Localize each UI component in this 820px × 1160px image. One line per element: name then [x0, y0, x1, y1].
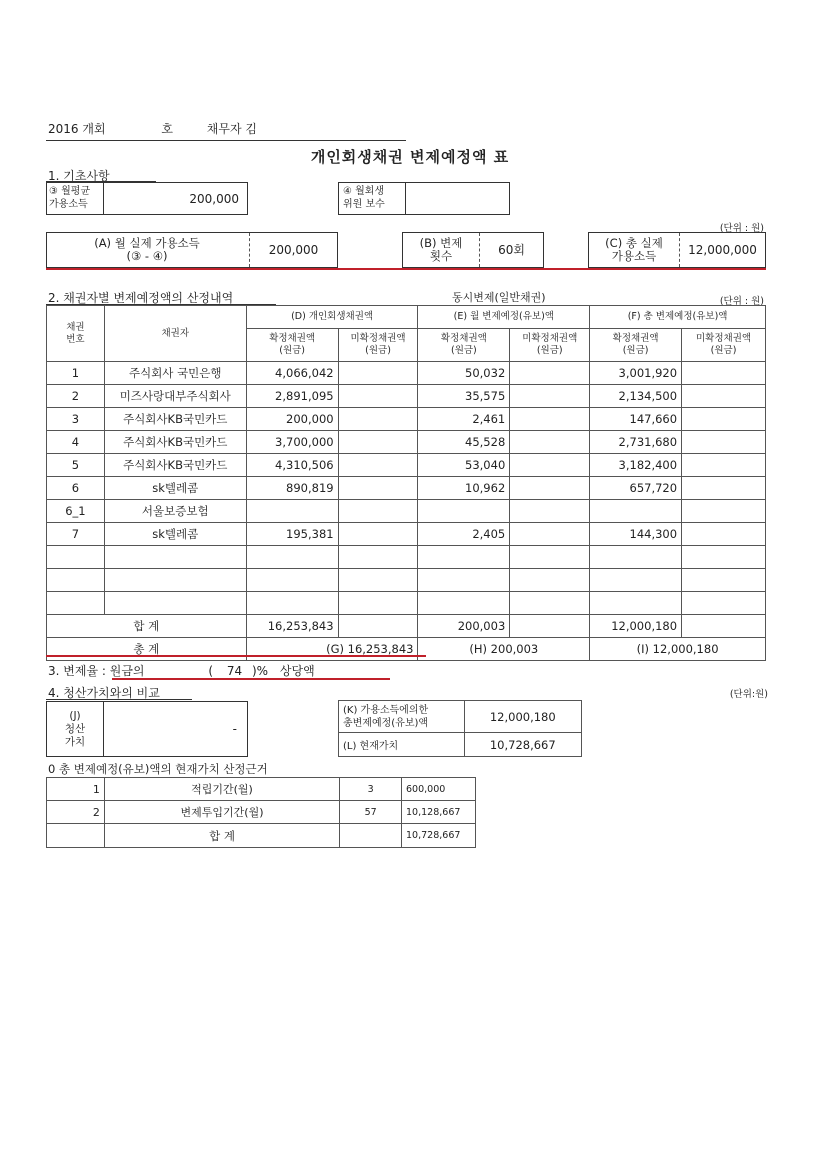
row-d-confirmed: 195,381	[246, 523, 338, 546]
a-income-box	[46, 232, 338, 268]
row-e-unconfirmed	[510, 592, 590, 615]
b-count-value: 60회	[498, 242, 525, 257]
row-f-confirmed	[590, 546, 682, 569]
row-e-confirmed	[418, 546, 510, 569]
table-row	[47, 546, 766, 569]
row-no: 7	[47, 523, 105, 546]
repayment-rate	[48, 662, 315, 679]
row-no	[47, 546, 105, 569]
j-value: -	[232, 722, 237, 736]
section2-mode: 동시변제(일반채권)	[452, 291, 546, 304]
row-f-confirmed: 2,731,680	[590, 431, 682, 454]
row-f-unconfirmed	[682, 362, 766, 385]
pv-row-label: 적립기간(월)	[104, 778, 339, 801]
row-e-unconfirmed	[510, 546, 590, 569]
sub-unconfirmed-d: 미확정채권액 (원금)	[338, 329, 418, 362]
pv-row-no: 2	[47, 801, 105, 824]
list-item	[47, 778, 476, 801]
pv-row-label: 변제투입기간(월)	[104, 801, 339, 824]
row-f-confirmed: 657,720	[590, 477, 682, 500]
row-d-confirmed: 890,819	[246, 477, 338, 500]
row-d-confirmed	[246, 569, 338, 592]
sum-f: 12,000,180	[590, 615, 682, 638]
row-f-unconfirmed	[682, 385, 766, 408]
row-f-confirmed: 2,134,500	[590, 385, 682, 408]
row-creditor: sk텔레콤	[104, 523, 246, 546]
row-e-confirmed	[418, 569, 510, 592]
row-f-unconfirmed	[682, 500, 766, 523]
j-label: (J) 청산 가치	[64, 709, 86, 748]
row-f-unconfirmed	[682, 523, 766, 546]
pv-sum-label: 합 계	[104, 824, 339, 848]
sub-unconfirmed-f: 미확정채권액 (원금)	[682, 329, 766, 362]
creditor-rows	[47, 362, 766, 615]
table-row	[47, 477, 766, 500]
table-row	[47, 592, 766, 615]
pv-row-value: 10,128,667	[402, 801, 476, 824]
k-value: 12,000,180	[464, 701, 581, 733]
section4-unit: (단위:원)	[729, 689, 768, 700]
row-d-unconfirmed	[338, 454, 418, 477]
rate-principal: 원금의	[109, 664, 145, 678]
row-e-confirmed: 2,405	[418, 523, 510, 546]
section2-heading: 2. 채권자별 변제예정액의 산정내역	[48, 291, 234, 305]
row-d-unconfirmed	[338, 569, 418, 592]
col-d-header: (D) 개인회생채권액	[246, 306, 418, 329]
sum-d: 16,253,843	[246, 615, 338, 638]
total-i: (I) 12,000,180	[590, 638, 766, 661]
row-creditor	[104, 546, 246, 569]
row-f-confirmed: 3,182,400	[590, 454, 682, 477]
sum-label: 합 계	[47, 615, 247, 638]
pv-rows	[47, 778, 476, 824]
row-no: 4	[47, 431, 105, 454]
table-row	[47, 454, 766, 477]
list-item	[47, 801, 476, 824]
table-row	[47, 431, 766, 454]
col-no-header: 채권 번호	[47, 306, 105, 362]
row-creditor: sk텔레콤	[104, 477, 246, 500]
row-e-unconfirmed	[510, 385, 590, 408]
total-g: (G) 16,253,843	[246, 638, 418, 661]
sum-e: 200,003	[418, 615, 510, 638]
row-d-unconfirmed	[338, 592, 418, 615]
row-e-unconfirmed	[510, 362, 590, 385]
sub-confirmed-f: 확정채권액 (원금)	[590, 329, 682, 362]
a-income-label: (A) 월 실제 가용소득 (③ - ④)	[94, 236, 200, 263]
row-f-confirmed: 3,001,920	[590, 362, 682, 385]
red-underline-1	[46, 268, 766, 270]
row-d-confirmed: 4,310,506	[246, 454, 338, 477]
row-d-unconfirmed	[338, 385, 418, 408]
row-e-confirmed: 2,461	[418, 408, 510, 431]
row-no: 1	[47, 362, 105, 385]
row-creditor: 서울보증보험	[104, 500, 246, 523]
table-row	[47, 523, 766, 546]
row-d-unconfirmed	[338, 523, 418, 546]
page-title: 개인회생채권 변제예정액 표	[310, 148, 510, 166]
b-count-box	[402, 232, 544, 268]
row-f-unconfirmed	[682, 592, 766, 615]
row-e-confirmed	[418, 500, 510, 523]
rate-close: )%	[251, 664, 269, 678]
row-d-confirmed: 4,066,042	[246, 362, 338, 385]
row-d-confirmed: 200,000	[246, 408, 338, 431]
case-ho: 호	[161, 122, 173, 136]
col-creditor-header: 채권자	[104, 306, 246, 362]
row-f-unconfirmed	[682, 454, 766, 477]
row-d-confirmed: 2,891,095	[246, 385, 338, 408]
section4-heading: 4. 청산가치와의 비교	[48, 686, 160, 700]
row-e-unconfirmed	[510, 569, 590, 592]
row-e-unconfirmed	[510, 431, 590, 454]
col-e-header: (E) 월 변제예정(유보)액	[418, 306, 590, 329]
row-d-unconfirmed	[338, 408, 418, 431]
l-label: (L) 현재가치	[339, 733, 465, 757]
table-row	[47, 500, 766, 523]
k-label: (K) 가용소득에의한 총변제예정(유보)액	[339, 701, 465, 733]
section5-heading: 0 총 변제예정(유보)액의 현재가치 산정근거	[48, 762, 268, 776]
c-total-box	[588, 232, 766, 268]
row-e-confirmed: 45,528	[418, 431, 510, 454]
a-income-value: 200,000	[268, 242, 319, 257]
avg-income-label: ③ 월평균 가용소득	[49, 186, 91, 210]
debtor-name: 채무자 김	[206, 122, 257, 136]
row-no: 5	[47, 454, 105, 477]
case-year: 2016 개회	[48, 122, 106, 136]
row-f-unconfirmed	[682, 408, 766, 431]
row-no	[47, 592, 105, 615]
row-e-confirmed: 35,575	[418, 385, 510, 408]
row-creditor: 주식회사KB국민카드	[104, 454, 246, 477]
sub-unconfirmed-e: 미확정채권액 (원금)	[510, 329, 590, 362]
kl-table	[338, 700, 582, 757]
section1-unit: (단위 : 원)	[719, 223, 764, 234]
sub-confirmed-e: 확정채권액 (원금)	[418, 329, 510, 362]
row-f-confirmed: 144,300	[590, 523, 682, 546]
table-row	[47, 362, 766, 385]
row-f-unconfirmed	[682, 477, 766, 500]
row-e-confirmed: 53,040	[418, 454, 510, 477]
rate-suffix: 상당액	[279, 664, 315, 678]
row-f-confirmed	[590, 500, 682, 523]
row-creditor: 주식회사 국민은행	[104, 362, 246, 385]
row-d-confirmed	[246, 500, 338, 523]
row-e-unconfirmed	[510, 477, 590, 500]
total-label: 총 계	[47, 638, 247, 661]
c-total-label: (C) 총 실제 가용소득	[605, 236, 663, 263]
row-no	[47, 569, 105, 592]
case-number	[48, 120, 257, 137]
sub-confirmed-d: 확정채권액 (원금)	[246, 329, 338, 362]
row-f-unconfirmed	[682, 569, 766, 592]
row-no: 2	[47, 385, 105, 408]
row-d-confirmed	[246, 546, 338, 569]
row-d-unconfirmed	[338, 500, 418, 523]
pv-row-months: 57	[340, 801, 402, 824]
pv-row-value: 600,000	[402, 778, 476, 801]
present-value-table	[46, 777, 476, 848]
row-d-confirmed: 3,700,000	[246, 431, 338, 454]
pv-row-no: 1	[47, 778, 105, 801]
section2-unit: (단위 : 원)	[719, 296, 764, 307]
rate-prefix: 3. 변제율 :	[48, 664, 106, 678]
row-no: 3	[47, 408, 105, 431]
j-liquidation-box	[46, 701, 248, 757]
row-d-unconfirmed	[338, 546, 418, 569]
table-row	[47, 569, 766, 592]
c-total-value: 12,000,000	[688, 242, 757, 257]
col-f-header: (F) 총 변제예정(유보)액	[590, 306, 766, 329]
row-e-unconfirmed	[510, 500, 590, 523]
table-row	[47, 408, 766, 431]
row-creditor: 주식회사KB국민카드	[104, 408, 246, 431]
row-creditor: 미즈사랑대부주식회사	[104, 385, 246, 408]
row-creditor	[104, 569, 246, 592]
row-f-confirmed	[590, 592, 682, 615]
row-d-confirmed	[246, 592, 338, 615]
row-e-unconfirmed	[510, 408, 590, 431]
row-e-confirmed: 10,962	[418, 477, 510, 500]
total-h: (H) 200,003	[418, 638, 590, 661]
avg-income-box	[46, 182, 248, 215]
row-creditor	[104, 592, 246, 615]
rate-open: (	[208, 664, 214, 678]
row-e-confirmed	[418, 592, 510, 615]
row-d-unconfirmed	[338, 431, 418, 454]
row-creditor: 주식회사KB국민카드	[104, 431, 246, 454]
creditor-table	[46, 305, 766, 661]
rate-value: 74	[226, 664, 243, 678]
red-underline-2	[46, 655, 426, 657]
red-underline-3	[112, 678, 390, 680]
section1-heading: 1. 기초사항	[48, 169, 110, 183]
row-e-unconfirmed	[510, 523, 590, 546]
row-f-confirmed: 147,660	[590, 408, 682, 431]
row-f-confirmed	[590, 569, 682, 592]
l-value: 10,728,667	[464, 733, 581, 757]
row-f-unconfirmed	[682, 546, 766, 569]
row-no: 6_1	[47, 500, 105, 523]
trustee-fee-label: ④ 월회생 위원 보수	[343, 186, 385, 210]
trustee-fee-box	[338, 182, 510, 215]
avg-income-value: 200,000	[189, 192, 239, 206]
row-f-unconfirmed	[682, 431, 766, 454]
row-no: 6	[47, 477, 105, 500]
row-d-unconfirmed	[338, 477, 418, 500]
b-count-label: (B) 변제 횟수	[419, 236, 463, 263]
pv-row-months: 3	[340, 778, 402, 801]
row-e-confirmed: 50,032	[418, 362, 510, 385]
row-e-unconfirmed	[510, 454, 590, 477]
row-d-unconfirmed	[338, 362, 418, 385]
table-row	[47, 385, 766, 408]
pv-sum-value: 10,728,667	[402, 824, 476, 848]
